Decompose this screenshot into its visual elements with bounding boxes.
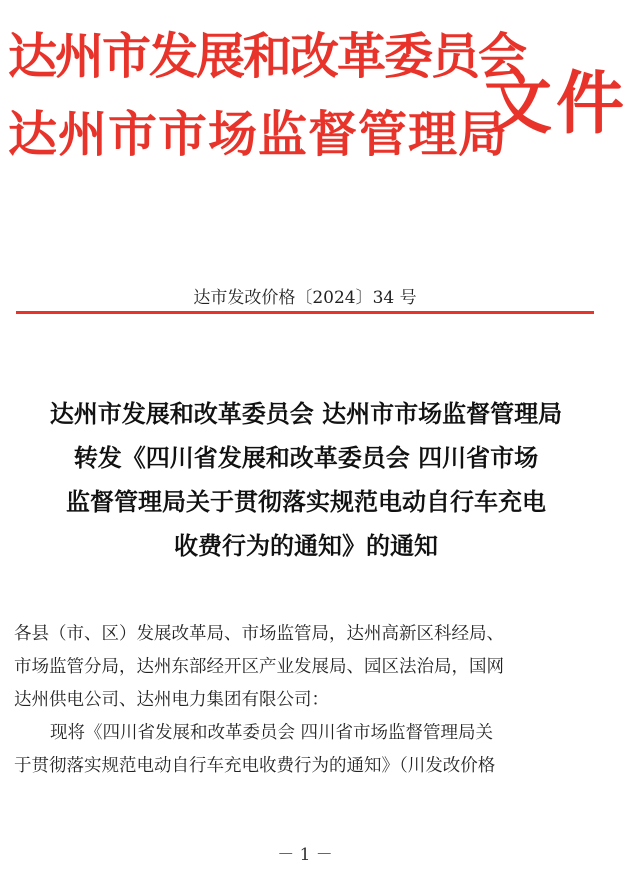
document-body	[14, 618, 600, 783]
title-line: 监督管理局关于贯彻落实规范电动自行车充电	[66, 487, 546, 516]
red-separator-line	[16, 311, 594, 314]
page-number: － 1 －	[277, 845, 333, 865]
title-line: 转发《四川省发展和改革委员会 四川省市场	[73, 443, 539, 472]
recipients-line: 市场监管分局，达州东部经开区产业发展局、园区法治局，国网	[14, 657, 504, 677]
paragraph-line: 现将《四川省发展和改革委员会 四川省市场监督管理局关	[50, 723, 494, 743]
issuer-name-2: 达州市市场监督管理局	[8, 105, 509, 163]
title-line: 收费行为的通知》的通知	[174, 531, 438, 560]
document-title	[8, 392, 604, 568]
recipients-line: 各县（市、区）发展改革局、市场监管局，达州高新区科经局、	[14, 624, 504, 644]
paragraph-line: 于贯彻落实规范电动自行车充电收费行为的通知》（川发改价格	[14, 756, 496, 776]
document-type-label: 文件	[484, 64, 628, 144]
title-line: 达州市发展和改革委员会 达州市市场监督管理局	[49, 399, 563, 428]
recipients-line: 达州供电公司、达州电力集团有限公司：	[14, 690, 329, 710]
issuer-name-1: 达州市发展和改革委员会	[8, 27, 526, 85]
document-number: 达市发改价格〔2024〕34 号	[193, 288, 417, 308]
